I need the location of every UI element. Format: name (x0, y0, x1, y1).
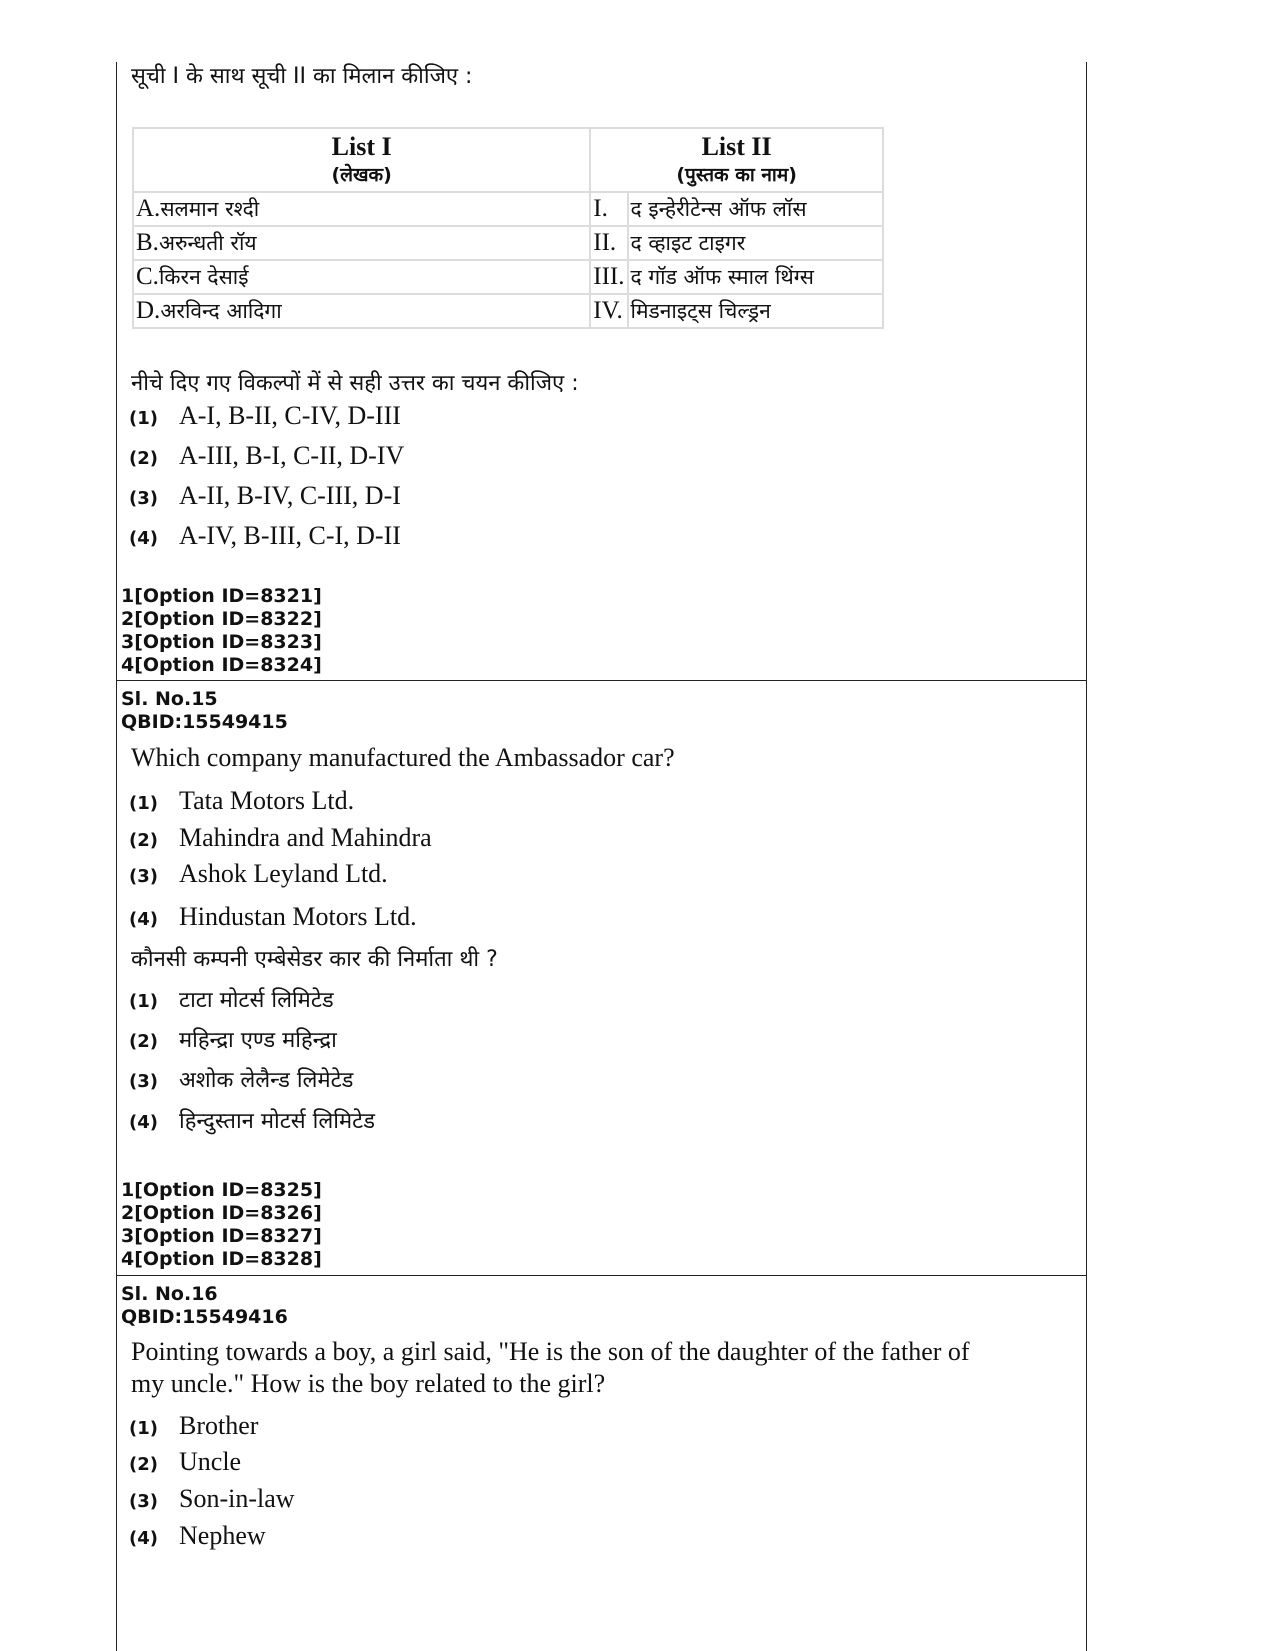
option-id: 1[Option ID=8325] (121, 1179, 322, 1201)
option-row (129, 1484, 295, 1514)
table-row (133, 260, 883, 294)
qbid: QBID:15549416 (121, 1306, 288, 1328)
option-text: Uncle (179, 1447, 242, 1476)
list2-header (590, 128, 883, 192)
option-text: Son-in-law (179, 1484, 295, 1513)
option-text: टाटा मोटर्स लिमिटेड (179, 988, 334, 1013)
option-row (129, 1447, 241, 1477)
option-ids (121, 585, 322, 677)
list1-subtitle: (लेखक) (331, 164, 392, 186)
option-row (129, 441, 404, 471)
question-text-line2: my uncle." How is the boy related to the girl? (131, 1369, 606, 1398)
option-number: (2) (129, 1031, 158, 1052)
row-key: C. (136, 263, 159, 290)
option-id: 2[Option ID=8326] (121, 1202, 322, 1224)
option-text: महिन्द्रा एण्ड महिन्द्रा (179, 1028, 337, 1053)
option-row (129, 859, 388, 889)
match-table (132, 127, 884, 329)
option-number: (3) (129, 866, 158, 887)
list1-title: List I (331, 132, 392, 161)
option-id: 3[Option ID=8327] (121, 1225, 322, 1247)
book: द व्हाइट टाइगर (630, 231, 746, 255)
option-row (129, 401, 401, 431)
option-number: (1) (129, 991, 158, 1012)
option-row (129, 823, 432, 853)
option-text: Hindustan Motors Ltd. (179, 902, 417, 931)
author: सलमान रश्दी (160, 197, 260, 221)
option-id: 2[Option ID=8322] (121, 608, 322, 630)
table-row (133, 294, 883, 328)
option-id: 3[Option ID=8323] (121, 631, 322, 653)
list1-header (133, 128, 590, 192)
option-number: (4) (129, 1112, 158, 1133)
list2-subtitle: (पुस्तक का नाम) (676, 164, 797, 186)
serial-number: Sl. No.15 (121, 688, 218, 710)
option-text: अशोक लेलैन्ड लिमेटेड (179, 1068, 354, 1093)
book: द इन्हेरीटेन्स ऑफ लॉस (630, 197, 807, 221)
option-row (129, 1105, 375, 1135)
option-text: Tata Motors Ltd. (179, 786, 355, 815)
divider (117, 1275, 1086, 1276)
book: मिडनाइट्स चिल्ड्रन (630, 299, 771, 323)
row-key: IV. (593, 297, 623, 324)
option-id: 1[Option ID=8321] (121, 585, 322, 607)
option-number: (4) (129, 909, 158, 930)
row-key: B. (136, 229, 159, 256)
serial-number: Sl. No.16 (121, 1283, 218, 1305)
option-number: (1) (129, 1418, 158, 1439)
row-key: III. (593, 263, 625, 290)
row-key: A. (136, 195, 161, 222)
option-row (129, 521, 401, 551)
option-id: 4[Option ID=8328] (121, 1248, 322, 1270)
question-meta (121, 1283, 288, 1329)
option-number: (2) (129, 448, 158, 469)
list2-title: List II (701, 132, 772, 161)
question-text-hindi: कौनसी कम्पनी एम्बेसेडर कार की निर्माता थी ? (131, 947, 498, 972)
option-text: A-II, B-IV, C-III, D-I (179, 481, 401, 510)
option-row (129, 1521, 266, 1551)
option-text: A-III, B-I, C-II, D-IV (179, 441, 405, 470)
option-row (129, 1064, 353, 1094)
option-number: (2) (129, 1454, 158, 1475)
question-meta (121, 688, 288, 734)
option-number: (2) (129, 830, 158, 851)
option-row (129, 481, 401, 511)
divider (117, 680, 1086, 681)
option-text: Brother (179, 1411, 259, 1440)
option-text: Nephew (179, 1521, 266, 1550)
question-text: Which company manufactured the Ambassador car? (131, 743, 675, 772)
match-instruction: सूची I के साथ सूची II का मिलान कीजिए : (131, 64, 473, 89)
option-number: (4) (129, 528, 158, 549)
option-number: (3) (129, 488, 158, 509)
option-text: A-I, B-II, C-IV, D-III (179, 401, 401, 430)
option-number: (4) (129, 1528, 158, 1549)
option-number: (1) (129, 408, 158, 429)
option-row (129, 1411, 258, 1441)
row-key: I. (593, 195, 608, 222)
option-text: Mahindra and Mahindra (179, 823, 432, 852)
option-text: A-IV, B-III, C-I, D-II (179, 521, 401, 550)
author: किरन देसाई (158, 265, 249, 289)
option-id: 4[Option ID=8324] (121, 654, 322, 676)
option-number: (3) (129, 1491, 158, 1512)
row-key: II. (593, 229, 617, 256)
book: द गॉड ऑफ स्माल थिंग्स (630, 265, 814, 289)
option-row (129, 1024, 337, 1054)
choose-instruction: नीचे दिए गए विकल्पों में से सही उत्तर का चयन कीजिए : (131, 371, 579, 396)
option-ids (121, 1179, 322, 1271)
option-row (129, 902, 417, 932)
author: अरुन्धती रॉय (158, 231, 257, 255)
option-row (129, 786, 354, 816)
table-row (133, 226, 883, 260)
table-row (133, 192, 883, 226)
option-number: (1) (129, 793, 158, 814)
row-key: D. (136, 297, 161, 324)
option-number: (3) (129, 1071, 158, 1092)
option-text: Ashok Leyland Ltd. (179, 859, 388, 888)
qbid: QBID:15549415 (121, 711, 288, 733)
author: अरविन्द आदिगा (160, 299, 282, 323)
option-text: हिन्दुस्तान मोटर्स लिमिटेड (179, 1109, 375, 1134)
question-text-line1: Pointing towards a boy, a girl said, "He is the son of the daughter of the father of (131, 1337, 970, 1366)
option-row (129, 984, 334, 1014)
